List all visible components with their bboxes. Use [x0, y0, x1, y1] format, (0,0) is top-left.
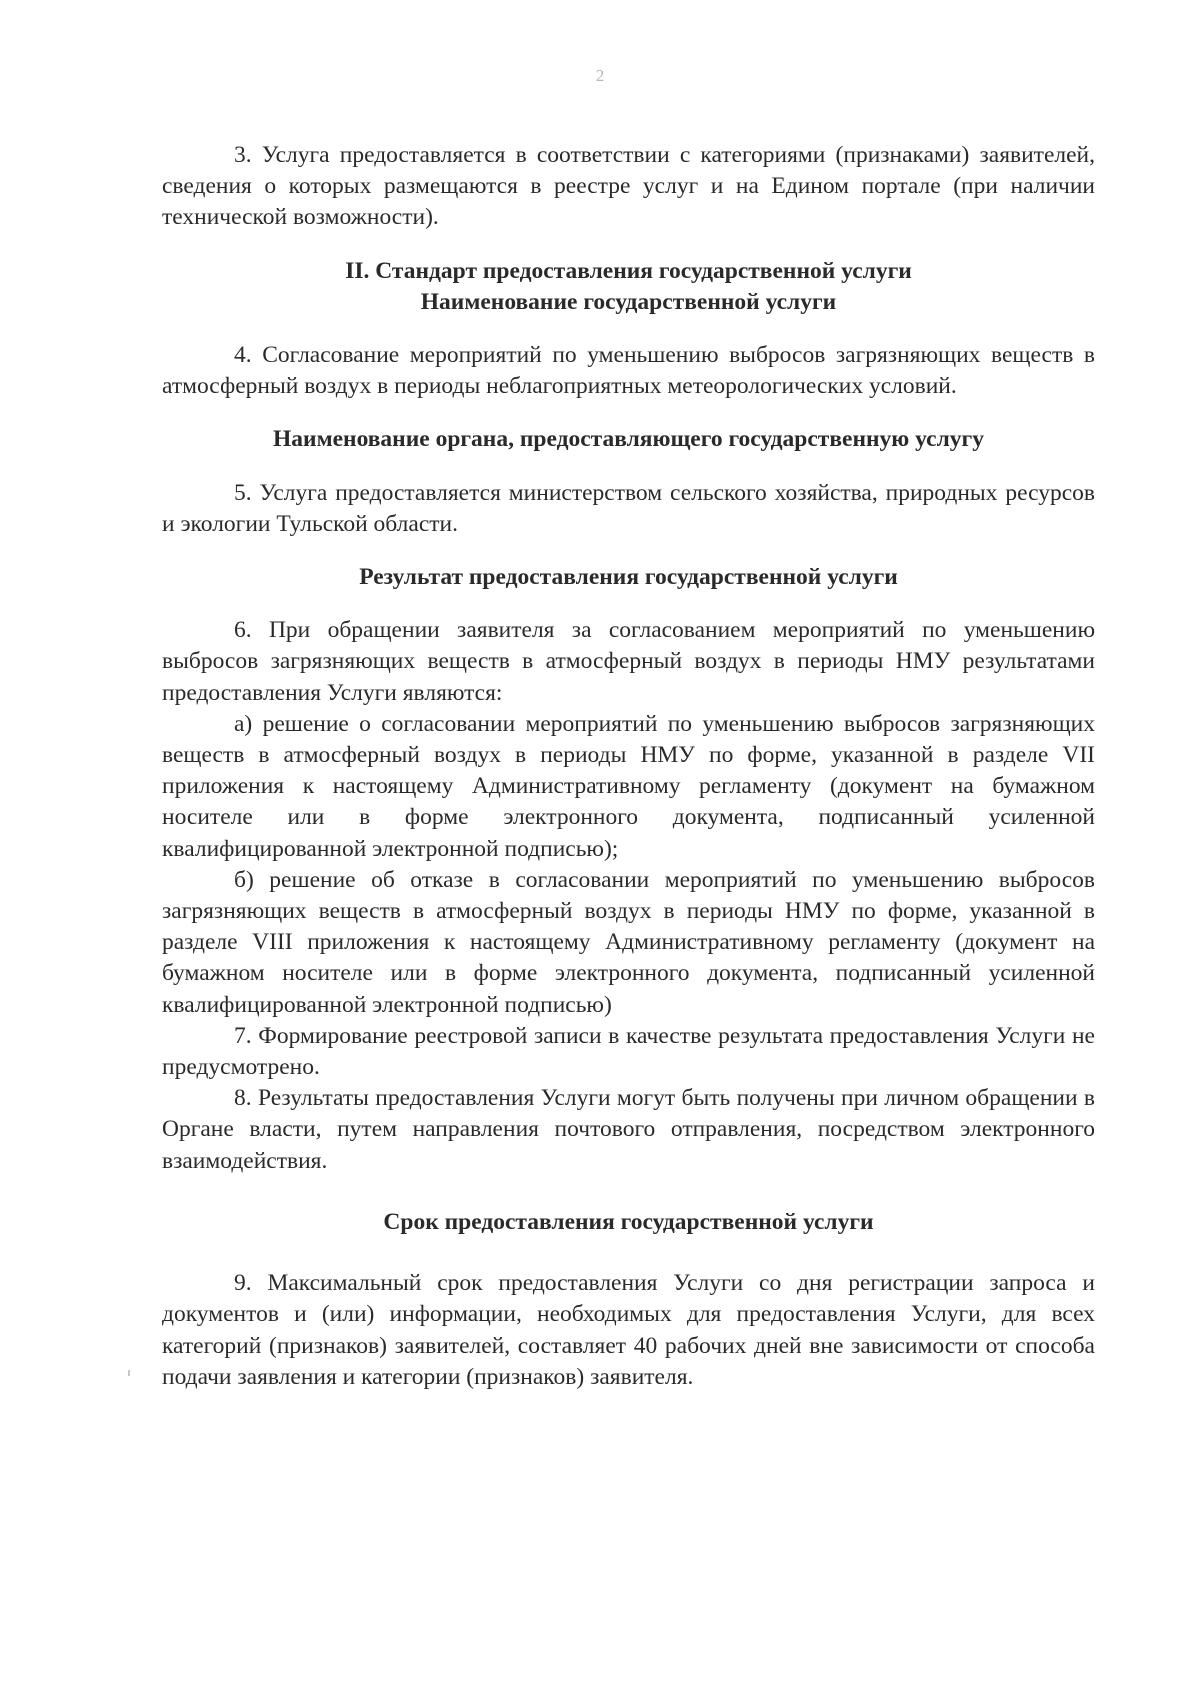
paragraph-6a: а) решение о согласовании мероприятий по уменьшению выбросов загрязняющих веществ в атмосферный воздух в периоды НМУ по форме, указанной в разделе VII приложения к настоящему Административному регламенту (документ на бумажном носителе или в форме электронного документа, подписанный усиленной квалифицированной электронной подписью);	[162, 710, 1095, 862]
document-body	[162, 140, 1095, 1393]
paragraph-6: 6. При обращении заявителя за согласованием мероприятий по уменьшению выбросов загрязняющих веществ в атмосферный воздух в периоды НМУ результатами предоставления Услуги являются:	[162, 617, 1095, 706]
paragraph-7: 7. Формирование реестровой записи в качестве результата предоставления Услуги не предусмотрено.	[162, 1022, 1095, 1081]
paragraph-6b: б) решение об отказе в согласовании мероприятий по уменьшению выбросов загрязняющих веществ в атмосферный воздух в периоды НМУ по форме, указанной в разделе VIII приложения к настоящему Административному регламенту (документ на бумажном носителе или в форме электронного документа, подписанный усиленной квалифицированной электронной подписью)	[162, 866, 1095, 1018]
paragraph-3: 3. Услуга предоставляется в соответствии с категориями (признаками) заявителей, сведения о которых размещаются в реестре услуг и на Едином портале (при наличии технической возможности).	[162, 142, 1095, 231]
section-2-title: II. Стандарт предоставления государственной услуги	[345, 257, 912, 284]
margin-mark	[128, 1370, 130, 1376]
heading-service-name: Наименование государственной услуги	[420, 288, 837, 315]
paragraph-8: 8. Результаты предоставления Услуги могут быть получены при личном обращении в Органе власти, путем направления почтового отправления, посредством электронного взаимодействия.	[162, 1085, 1095, 1174]
heading-term: Срок предоставления государственной услуги	[383, 1208, 874, 1235]
heading-organ: Наименование органа, предоставляющего государственную услугу	[273, 426, 984, 453]
paragraph-5: 5. Услуга предоставляется министерством сельского хозяйства, природных ресурсов и экологии Тульской области.	[162, 479, 1095, 537]
paragraph-4: 4. Согласование мероприятий по уменьшению выбросов загрязняющих веществ в атмосферный воздух в периоды неблагоприятных метеорологических условий.	[162, 342, 1095, 400]
heading-result: Результат предоставления государственной услуги	[359, 564, 898, 591]
page-number: 2	[595, 66, 605, 85]
paragraph-9: 9. Максимальный срок предоставления Услуги со дня регистрации запроса и документов и (или) информации, необходимых для предоставления Услуги, для всех категорий (признаков) заявителей, составляет 40 рабочих дней вне зависимости от способа подачи заявления и категории (признаков) заявителя.	[162, 1270, 1095, 1390]
